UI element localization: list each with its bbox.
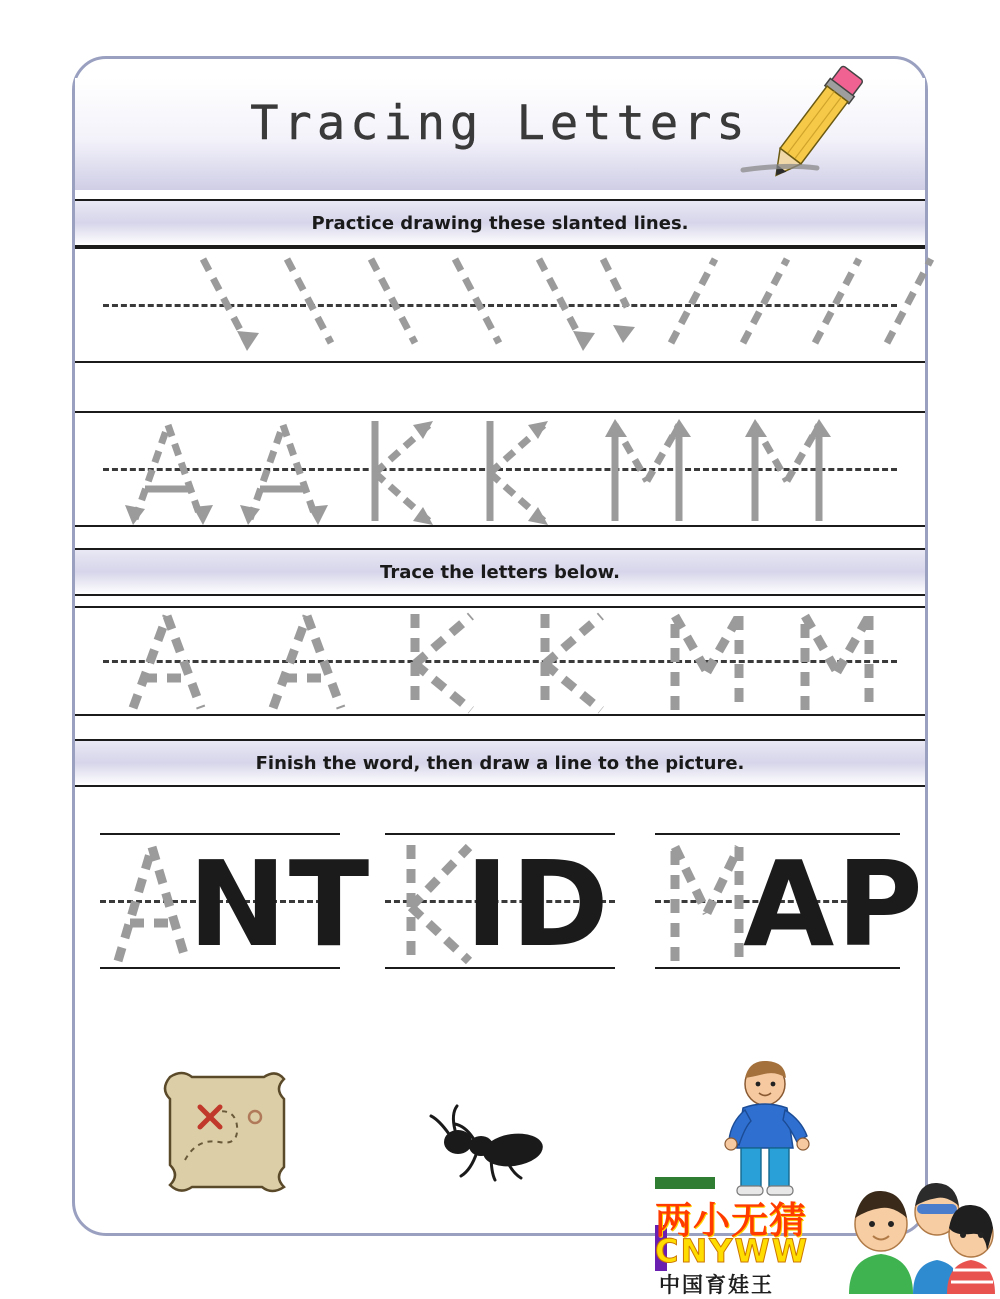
treasure-map-picture bbox=[145, 1065, 305, 1195]
word-rest-ant: NT bbox=[188, 835, 372, 973]
ant-picture bbox=[425, 1098, 555, 1188]
logo-line-2: CNYWW bbox=[655, 1232, 810, 1270]
watermark-logo bbox=[655, 1185, 845, 1297]
word-box-map bbox=[655, 833, 925, 973]
trace-letters-row bbox=[75, 606, 925, 718]
instruction-band-2 bbox=[75, 548, 925, 596]
page-title: Tracing Letters bbox=[250, 96, 750, 151]
word-rest-kid: ID bbox=[465, 835, 611, 973]
instruction-band-3 bbox=[75, 739, 925, 787]
letter-practice-row bbox=[75, 411, 925, 531]
instruction-text-2: Trace the letters below. bbox=[380, 561, 620, 583]
word-rest-map: AP bbox=[743, 835, 925, 973]
slanted-strokes bbox=[75, 247, 925, 367]
logo-line-3: 中国育娃王 bbox=[659, 1273, 774, 1297]
word-box-kid bbox=[385, 833, 615, 973]
logo-family-icon bbox=[845, 1178, 995, 1294]
instruction-text-1: Practice drawing these slanted lines. bbox=[311, 212, 689, 234]
logo-line-1: 两小无猜 bbox=[655, 1199, 807, 1242]
trace-letters-strokes bbox=[75, 606, 925, 718]
pencil-icon bbox=[755, 52, 875, 192]
letter-practice-strokes bbox=[75, 411, 925, 531]
instruction-band-1 bbox=[75, 199, 925, 247]
slanted-lines-row bbox=[75, 247, 925, 367]
kid-picture bbox=[715, 1058, 825, 1198]
logo-green-bar bbox=[655, 1177, 715, 1189]
instruction-text-3: Finish the word, then draw a line to the picture. bbox=[255, 752, 745, 774]
word-box-ant bbox=[100, 833, 372, 973]
